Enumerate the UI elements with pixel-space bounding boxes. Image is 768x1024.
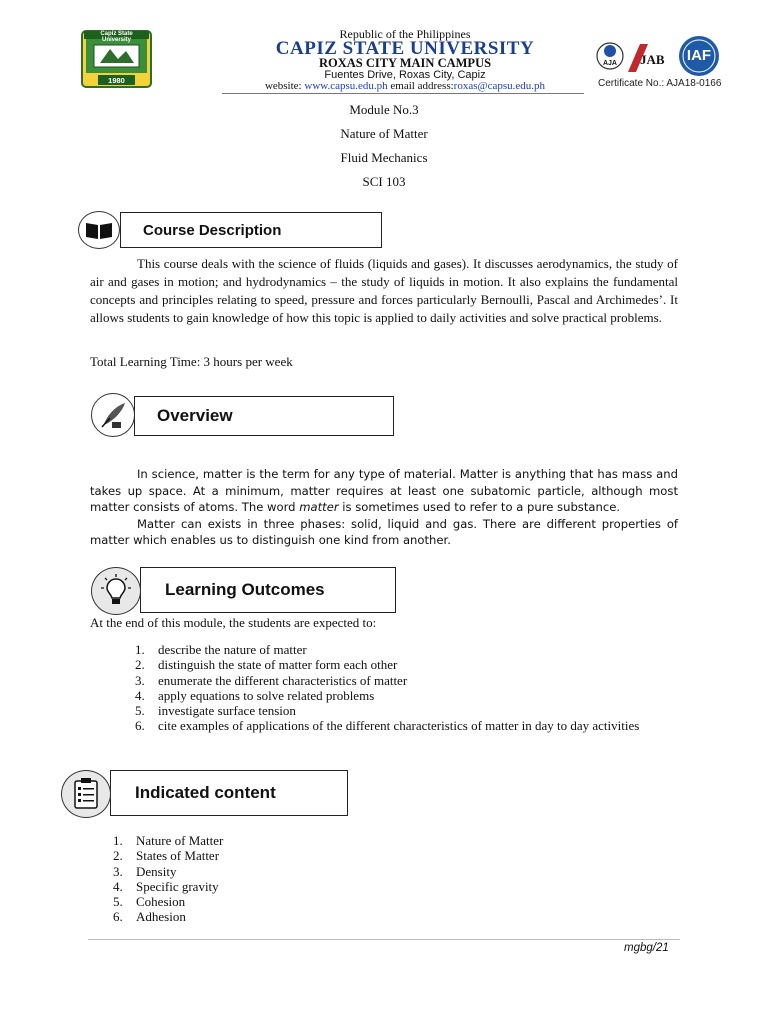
item-number: 3. xyxy=(113,863,123,879)
module-subject: Fluid Mechanics xyxy=(340,150,428,165)
quill-icon xyxy=(91,393,135,437)
learning-outcomes-list xyxy=(135,642,678,734)
certificate-number xyxy=(598,78,721,89)
item-number: 2. xyxy=(113,848,123,864)
module-title: Nature of Matter xyxy=(340,126,428,141)
item-text: investigate surface tension xyxy=(158,703,296,719)
footer-code: mgbg/21 xyxy=(624,942,669,954)
learning-outcomes-intro: At the end of this module, the students are expected to: xyxy=(90,615,377,630)
course-description-heading xyxy=(120,212,382,248)
list-item xyxy=(113,833,513,848)
website-link[interactable]: www.capsu.edu.ph xyxy=(304,80,388,92)
list-item xyxy=(135,688,678,703)
aja-badge: AJA xyxy=(602,60,617,67)
university-seal xyxy=(80,29,153,89)
email-label: email address: xyxy=(387,80,454,92)
certificate-label: Certificate No.: xyxy=(598,78,667,89)
item-text: Cohesion xyxy=(136,894,186,910)
item-number: 5. xyxy=(113,894,123,910)
list-item xyxy=(135,703,678,718)
item-text: enumerate the different characteristics of matter xyxy=(158,672,408,688)
item-number: 1. xyxy=(113,833,123,848)
course-description-text xyxy=(90,255,678,327)
indicated-content-list xyxy=(113,833,513,925)
item-text: Adhesion xyxy=(136,909,186,925)
seal-year: 1980 xyxy=(108,76,125,85)
campus-name: ROXAS CITY MAIN CAMPUS xyxy=(318,56,492,70)
footer-divider xyxy=(88,939,680,940)
module-number: Module No.3 xyxy=(349,102,419,117)
list-item xyxy=(135,718,678,733)
contact-line xyxy=(200,80,610,92)
email-link[interactable]: roxas@capsu.edu.ph xyxy=(453,80,546,92)
jab-badge: JAB xyxy=(640,52,665,67)
course-description-paragraph: This course deals with the science of fluids (liquids and gases). It discusses aerodynamics, the study of air and gases in motion; and hydrodynamics – the study of liquids in motion. It also explains the fundamental concepts and principles relating to speed, pressure and forces particularly Bernoulli, Pascal and Archimedes’. It allows students to gain knowledge of how this topic is applied to daily activities and solve practical problems. xyxy=(90,256,678,325)
item-text: cite examples of applications of the different characteristics of matter in day to day activities xyxy=(158,718,640,734)
list-item xyxy=(135,657,678,672)
overview-title: Overview xyxy=(157,406,233,425)
seal-caption: Capiz State University xyxy=(100,31,133,43)
list-item xyxy=(113,864,513,879)
republic-line: Republic of the Philippines xyxy=(339,27,471,41)
lightbulb-icon xyxy=(91,567,141,615)
item-text: apply equations to solve related problems xyxy=(158,687,375,703)
overview-paragraph-1 xyxy=(90,466,678,516)
list-item xyxy=(113,894,513,909)
overview-p1-emphasis: matter xyxy=(299,500,339,514)
list-item xyxy=(135,673,678,688)
overview-p1-start: In science, matter is the term for any type of material. Matter is anything that has mass and takes up space. At a minimum, matter requires at least one subatomic particle, although most matter consists of atoms. The word xyxy=(90,467,678,514)
learning-outcomes-title: Learning Outcomes xyxy=(165,580,325,599)
item-text: distinguish the state of matter form each other xyxy=(158,657,398,673)
item-number: 1. xyxy=(135,642,145,657)
item-number: 4. xyxy=(113,878,123,894)
overview-text xyxy=(90,466,678,549)
header-divider xyxy=(222,93,584,94)
item-text: Density xyxy=(136,863,177,879)
item-number: 5. xyxy=(135,703,145,719)
list-item xyxy=(113,848,513,863)
university-name: CAPIZ STATE UNIVERSITY xyxy=(275,38,535,59)
overview-paragraph-2: Matter can exists in three phases: solid, liquid and gas. There are different properties of matter which enables us to distinguish one kind from another. xyxy=(90,516,678,547)
list-item xyxy=(135,642,678,657)
item-number: 6. xyxy=(135,718,145,734)
item-number: 6. xyxy=(113,909,123,925)
list-item xyxy=(113,879,513,894)
item-text: describe the nature of matter xyxy=(158,642,307,657)
list-item xyxy=(113,909,513,924)
website-label: website: xyxy=(264,80,305,92)
item-number: 3. xyxy=(135,672,145,688)
item-number: 4. xyxy=(135,687,145,703)
campus-address: Fuentes Drive, Roxas City, Capiz xyxy=(324,69,486,81)
item-text: Specific gravity xyxy=(136,878,219,894)
item-number: 2. xyxy=(135,657,145,673)
indicated-content-heading xyxy=(110,770,348,816)
learning-outcomes-heading xyxy=(140,567,396,613)
module-code: SCI 103 xyxy=(362,174,406,189)
certificate-value: AJA18-0166 xyxy=(666,78,722,89)
iaf-badge: IAF xyxy=(686,47,712,64)
accreditation-logos xyxy=(596,36,732,80)
item-text: States of Matter xyxy=(136,848,220,864)
overview-p1-end: is sometimes used to refer to a pure substance. xyxy=(338,500,621,514)
course-description-title: Course Description xyxy=(143,221,282,239)
book-icon xyxy=(78,211,120,249)
learning-time: Total Learning Time: 3 hours per week xyxy=(90,354,293,369)
indicated-content-title: Indicated content xyxy=(135,783,276,802)
checklist-icon xyxy=(61,770,111,818)
overview-heading xyxy=(134,396,394,436)
item-text: Nature of Matter xyxy=(136,833,224,848)
